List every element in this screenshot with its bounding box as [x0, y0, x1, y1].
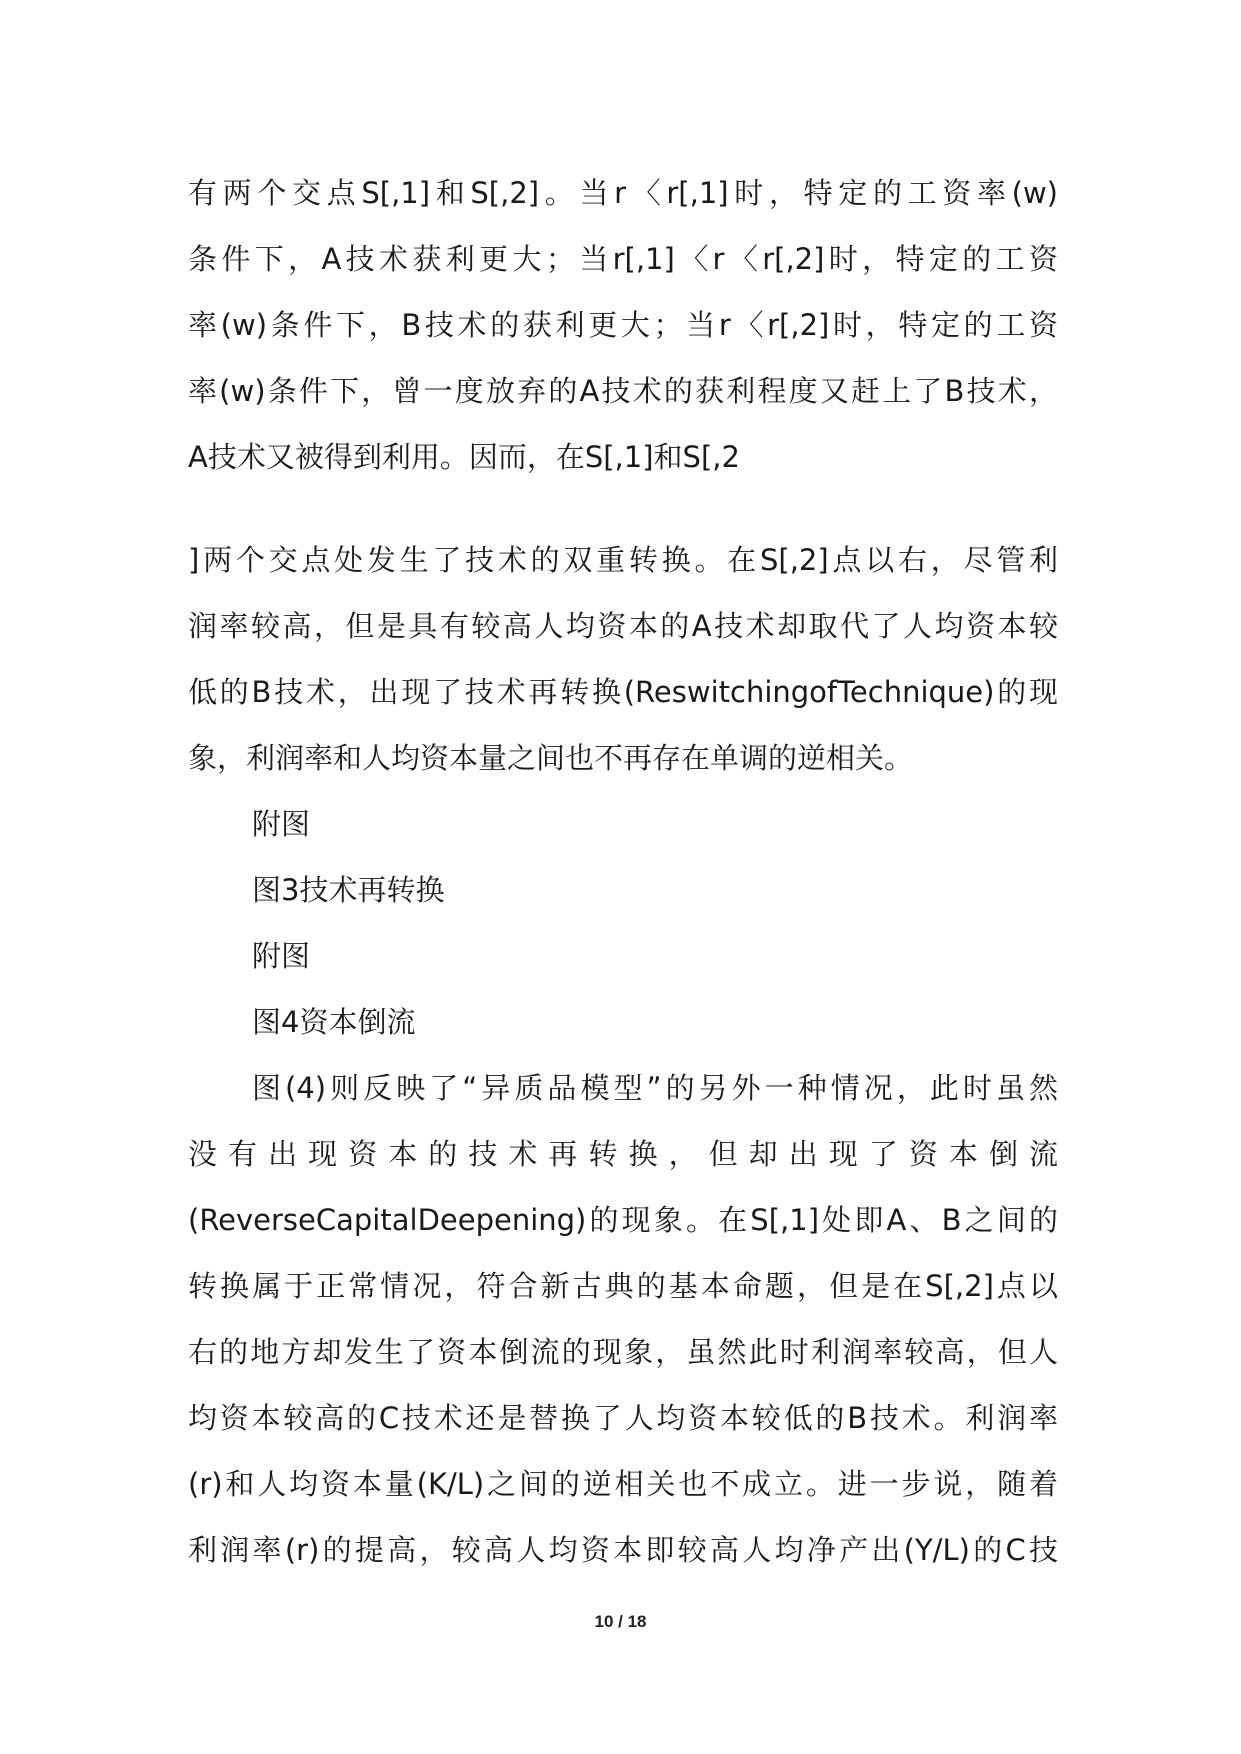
text-line: 润率较高，但是具有较高人均资本的A技术却取代了人均资本较 [188, 609, 1058, 643]
body-text [188, 527, 1058, 1583]
text-line: (ReverseCapitalDeepening)的现象。在S[,1]处即A、B之间的 [188, 1203, 1058, 1237]
text-line: 率(w)条件下，曾一度放弃的A技术的获利程度又赶上了B技术， [188, 374, 1058, 408]
text-line: 低的B技术，出现了技术再转换(ReswitchingofTechnique)的现 [188, 675, 1058, 709]
text-line: A技术又被得到利用。因而，在S[,1]和S[,2 [188, 440, 740, 474]
text-line: 转换属于正常情况，符合新古典的基本命题，但是在S[,2]点以 [188, 1269, 1058, 1303]
figure-3-label: 附图 [252, 807, 311, 841]
text-line: 条件下，A技术获利更大；当r[,1]〈r〈r[,2]时，特定的工资 [188, 242, 1058, 276]
text-line: 利润率(r)的提高，较高人均资本即较高人均净产出(Y/L)的C技 [188, 1533, 1058, 1567]
text-line: 均资本较高的C技术还是替换了人均资本较低的B技术。利润率 [188, 1401, 1058, 1435]
paragraph-continuation [188, 160, 1058, 490]
page-number: 10 / 18 [594, 1612, 647, 1631]
figure-4-label: 附图 [252, 939, 311, 973]
text-line: 图(4)则反映了“异质品模型”的另外一种情况，此时虽然 [252, 1071, 1058, 1105]
figure-4-caption: 图4资本倒流 [252, 1005, 416, 1039]
text-line: 有两个交点S[,1]和S[,2]。当r〈r[,1]时，特定的工资率(w) [188, 176, 1058, 210]
text-line: 象，利润率和人均资本量之间也不再存在单调的逆相关。 [188, 741, 914, 775]
text-line: 没有出现资本的技术再转换，但却出现了资本倒流 [188, 1137, 1058, 1171]
text-line: (r)和人均资本量(K/L)之间的逆相关也不成立。进一步说，随着 [188, 1467, 1058, 1501]
text-line: 右的地方却发生了资本倒流的现象，虽然此时利润率较高，但人 [188, 1335, 1058, 1369]
text-line: 率(w)条件下，B技术的获利更大；当r〈r[,2]时，特定的工资 [188, 308, 1058, 342]
text-line: ]两个交点处发生了技术的双重转换。在S[,2]点以右，尽管利 [188, 543, 1058, 577]
figure-3-caption: 图3技术再转换 [252, 873, 445, 907]
